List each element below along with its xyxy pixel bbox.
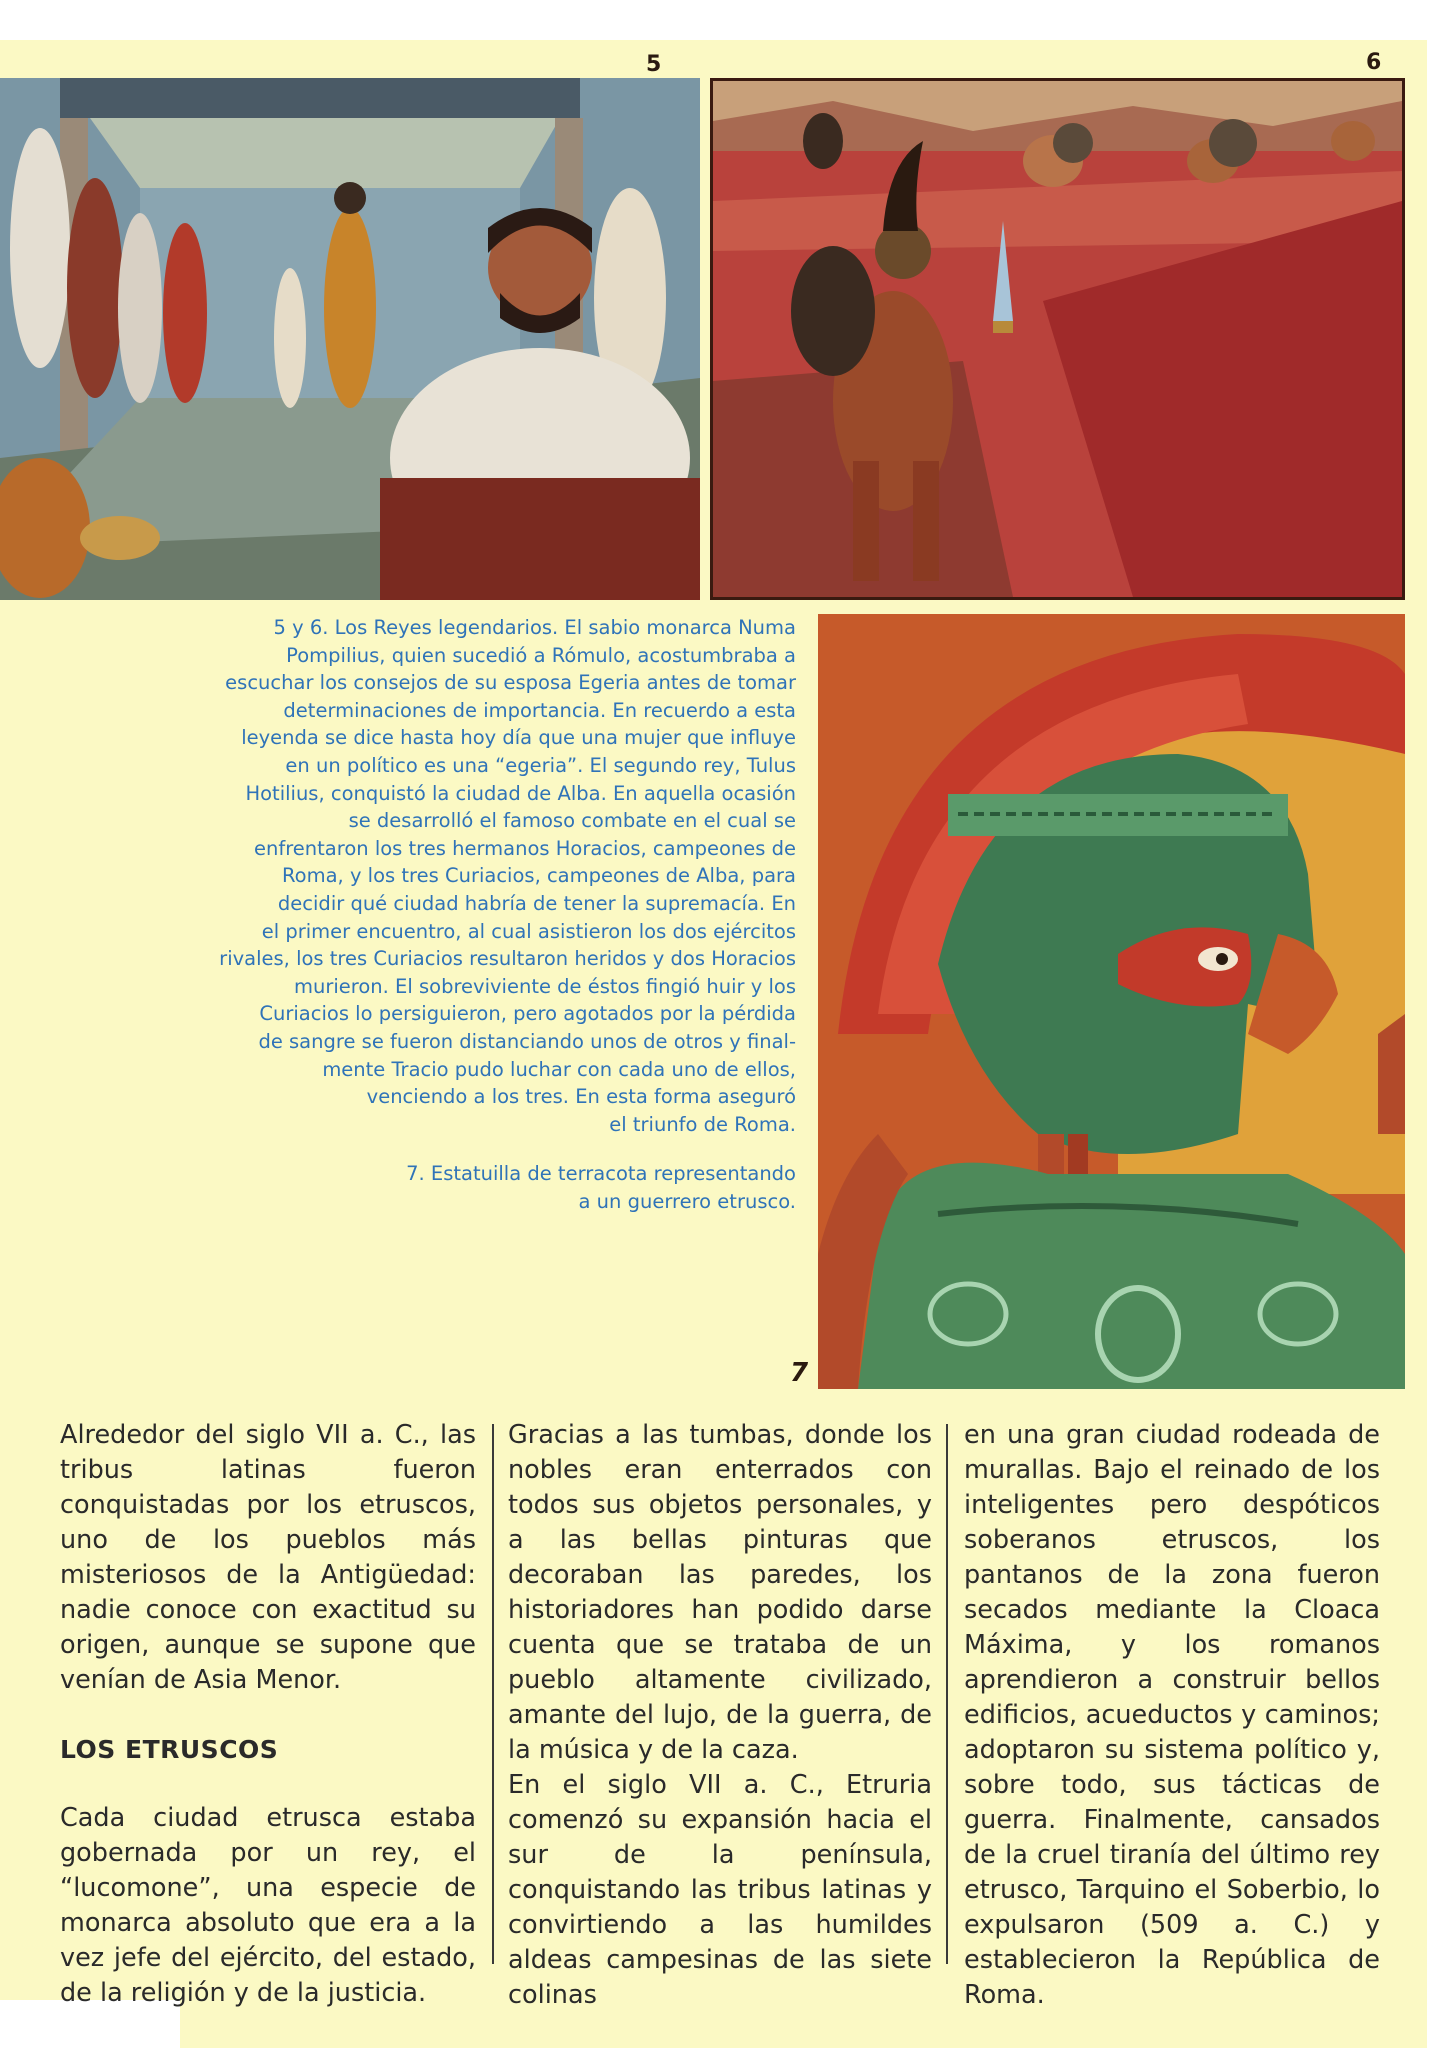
caption-line: Hotilius, conquistó la ciudad de Alba. En aquella ocasión (245, 781, 796, 805)
caption-line: se desarrolló el famoso combate en el cual se (348, 809, 796, 833)
caption-illustrations-5-6 (160, 614, 796, 1138)
caption-illustration-7 (300, 1160, 796, 1215)
caption-line: escuchar los consejos de su esposa Egeria antes de tomar (225, 671, 796, 695)
illustration-number-5: 5 (646, 52, 662, 77)
body-paragraph: Gracias a las tumbas, donde los nobles eran enterrados con todos sus objetos personales, y a las bellas pinturas que decoraban las paredes, los historiadores han podido darse cuenta que se trataba de un pueblo altamente civilizado, amante del lujo, de la guerra, de la música y de la caza. (508, 1420, 932, 1765)
caption-line: Pompilius, quien sucedió a Rómulo, acostumbraba a (286, 643, 796, 667)
caption-line: 5 y 6. Los Reyes legendarios. El sabio monarca Numa (273, 616, 796, 639)
caption-line: en un político es una “egeria”. El segundo rey, Tulus (285, 753, 796, 777)
page-top-margin (0, 0, 1437, 40)
caption-line: decidir qué ciudad habría de tener la supremacía. En (277, 891, 796, 915)
section-heading: LOS ETRUSCOS (60, 1735, 279, 1764)
caption-line: mente Tracio pudo luchar con cada uno de ellos, (322, 1057, 796, 1081)
text-column-1 (60, 1418, 476, 2011)
column-divider (946, 1424, 948, 1964)
caption-line: Curiacios lo persiguieron, pero agotados por la pérdida (259, 1002, 796, 1026)
text-column-2 (508, 1418, 932, 2013)
text-column-3 (964, 1418, 1380, 2013)
column-divider (492, 1424, 494, 1964)
caption-line: venciendo a los tres. En esta forma aseguró (366, 1085, 796, 1109)
caption-line: enfrentaron los tres hermanos Horacios, campeones de (253, 836, 796, 860)
illustration-etruscan-warrior (818, 614, 1405, 1389)
combat-scene-drawing (713, 81, 1402, 597)
body-paragraph: En el siglo VII a. C., Etruria comenzó su expansión hacia el sur de la península, conquistando las tribus latinas y convirtiendo a las humildes aldeas campesinas de las siete colinas (508, 1770, 932, 2010)
page-right-margin (1427, 0, 1437, 2048)
caption-line: leyenda se dice hasta hoy día que una mujer que influye (241, 726, 796, 750)
body-paragraph: en una gran ciudad rodeada de murallas. Bajo el reinado de los inteligentes pero despóticos soberanos etruscos, los pantanos de la zona fueron secados mediante la Cloaca Máxima, y los romanos aprendieron a construir bellos edificios, acueductos y caminos; adoptaron su sistema político y, sobre todo, sus tácticas de guerra. Finalmente, cansados de la cruel tiranía del último rey etrusco, Tarquino el Soberbio, lo expulsaron (509 a. C.) y establecieron la República de Roma. (964, 1420, 1380, 2010)
warrior-statuette-drawing (818, 614, 1405, 1389)
caption-line: determinaciones de importancia. En recuerdo a esta (283, 698, 796, 722)
caption-line: a un guerrero etrusco. (578, 1189, 796, 1213)
illustration-numa-pompilius (0, 78, 700, 600)
numa-scene-drawing (0, 78, 700, 600)
caption-line: el triunfo de Roma. (609, 1112, 796, 1136)
illustration-horatii-combat (710, 78, 1405, 600)
caption-line: de sangre se fueron distanciando unos de otros y final- (258, 1029, 796, 1053)
caption-line: el primer encuentro, al cual asistieron los dos ejércitos (261, 919, 796, 943)
illustration-number-6: 6 (1366, 50, 1382, 75)
caption-line: Roma, y los tres Curiacios, campeones de Alba, para (282, 864, 796, 888)
illustration-number-7: 7 (790, 1358, 809, 1388)
intro-paragraph: Alrededor del siglo VII a. C., las tribus latinas fueron conquistadas por los etruscos, uno de los pueblos más misteriosos de la Antigüedad: nadie conoce con exactitud su origen, aunque se supone que venían de Asia Menor. (60, 1420, 476, 1695)
caption-line: rivales, los tres Curiacios resultaron heridos y dos Horacios (219, 947, 796, 971)
body-paragraph: Cada ciudad etrusca estaba gobernada por un rey, el “lucomone”, una especie de monarca absoluto que era a la vez jefe del ejército, del estado, de la religión y de la justicia. (60, 1803, 476, 2008)
caption-line: murieron. El sobreviviente de éstos fingió huir y los (294, 974, 796, 998)
caption-line: 7. Estatuilla de terracota representando (406, 1162, 796, 1185)
